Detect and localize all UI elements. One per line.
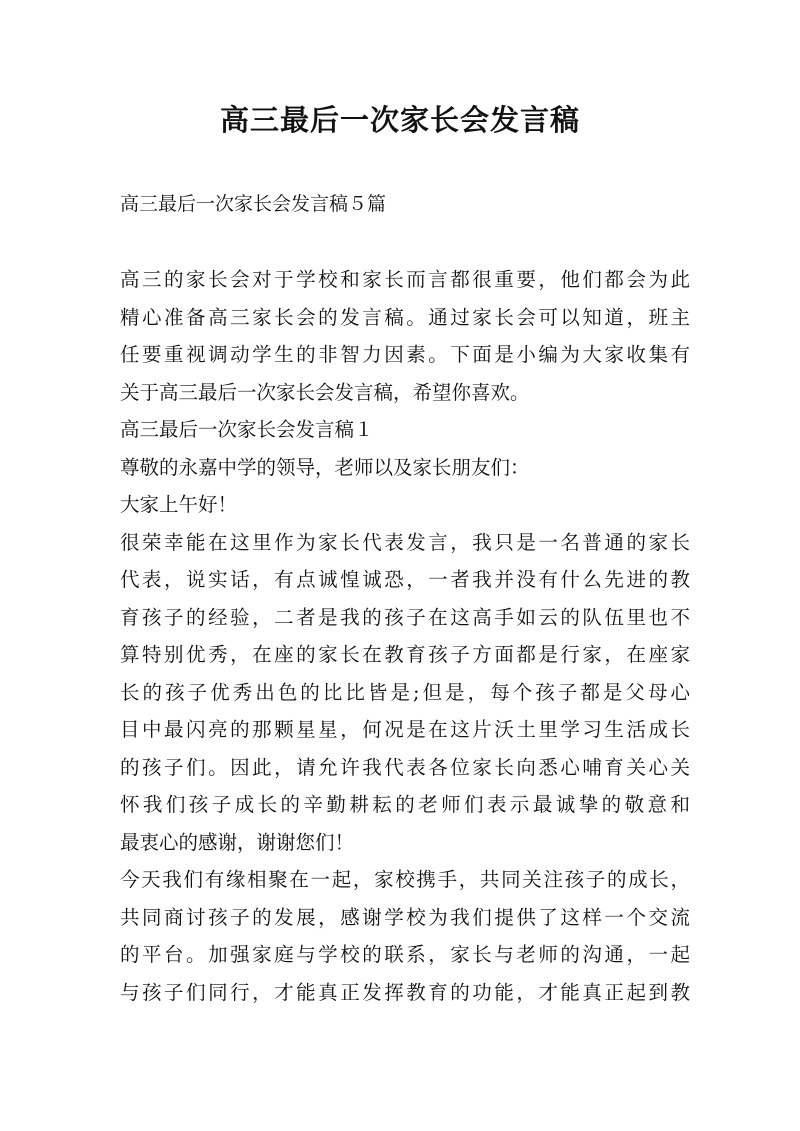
body-line: 怀我们孩子成长的辛勤耕耘的老师们表示最诚挚的敬意和 [120, 793, 690, 816]
body-line: 高三最后一次家长会发言稿１ [120, 418, 374, 441]
body-line: 关于高三最后一次家长会发言稿，希望你喜欢。 [120, 380, 530, 404]
body-line: 的平台。加强家庭与学校的联系，家长与老师的沟通，一起 [120, 943, 690, 966]
body-line: 与孩子们同行，才能真正发挥教育的功能，才能真正起到教 [120, 980, 690, 1004]
document-title: 高三最后一次家长会发言稿 [219, 103, 580, 137]
body-line: 任要重视调动学生的非智力因素。下面是小编为大家收集有 [120, 343, 690, 366]
body-line: 共同商讨孩子的发展，感谢学校为我们提供了这样一个交流 [120, 905, 690, 929]
body-line: 今天我们有缘相聚在一起，家校携手，共同关注孩子的成长， [120, 868, 690, 891]
body-line: 高三的家长会对于学校和家长而言都很重要，他们都会为此 [120, 268, 690, 291]
body-line: 的孩子们。因此，请允许我代表各位家长向悉心哺育关心关 [120, 755, 690, 779]
body-line: 长的孩子优秀出色的比比皆是;但是，每个孩子都是父母心 [120, 680, 690, 704]
body-line: 目中最闪亮的那颗星星，何况是在这片沃土里学习生活成长 [120, 718, 690, 741]
body-line: 精心准备高三家长会的发言稿。通过家长会可以知道，班主 [120, 305, 690, 329]
body-line: 大家上午好！ [120, 493, 238, 516]
body-line: 代表，说实话，有点诚惶诚恐，一者我并没有什么先进的教 [120, 568, 690, 591]
body-line: 最衷心的感谢，谢谢您们！ [120, 830, 355, 854]
body-line: 算特别优秀，在座的家长在教育孩子方面都是行家，在座家 [120, 643, 690, 666]
body-line: 很荣幸能在这里作为家长代表发言，我只是一名普通的家长 [120, 530, 690, 554]
body-line: 尊敬的永嘉中学的领导，老师以及家长朋友们： [120, 455, 530, 479]
document-subtitle: 高三最后一次家长会发言稿５篇 [120, 193, 387, 215]
document-body [120, 261, 690, 1011]
body-line: 育孩子的经验，二者是我的孩子在这高手如云的队伍里也不 [120, 605, 690, 629]
